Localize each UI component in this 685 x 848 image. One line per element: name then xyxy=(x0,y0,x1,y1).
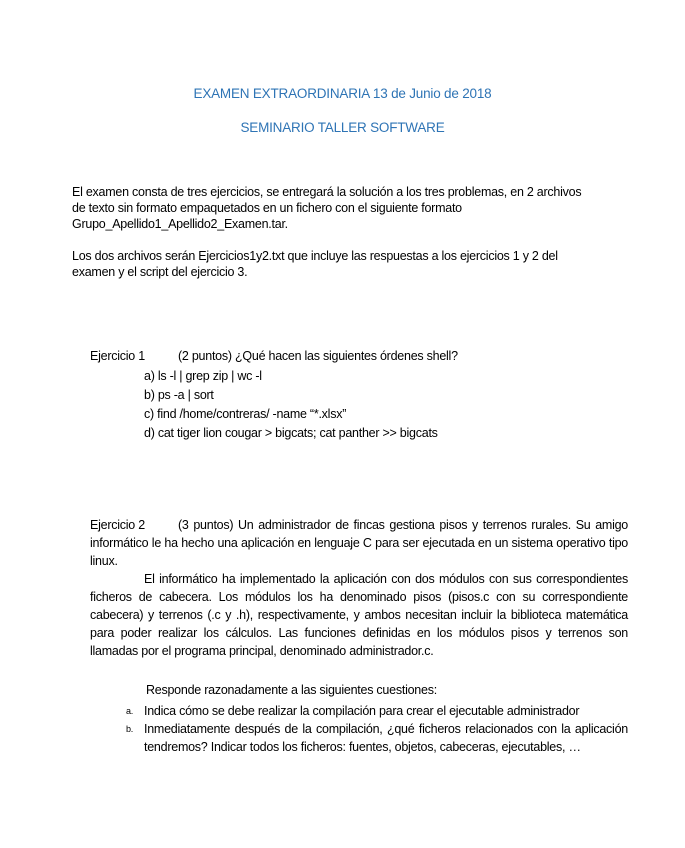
question-marker: b. xyxy=(126,724,134,734)
intro-paragraph xyxy=(72,184,617,232)
question-text: Indica cómo se debe realizar la compilación para crear el ejecutable administrador xyxy=(144,704,580,718)
exercise-2-label: Ejercicio 2 xyxy=(90,518,145,532)
exercise-1-item: d) cat tiger lion cougar > bigcats; cat panther >> bigcats xyxy=(144,426,438,440)
exercise-2-instruction: Responde razonadamente a las siguientes cuestiones: xyxy=(146,683,437,697)
exam-title: EXAMEN EXTRAORDINARIA 13 de Junio de 2018 xyxy=(193,86,492,101)
question-b xyxy=(126,720,628,756)
exercise-1-item: c) find /home/contreras/ -name “*.xlsx” xyxy=(144,407,347,421)
intro-line: de texto sin formato empaquetados en un fichero con el siguiente formato xyxy=(72,201,462,215)
exercise-1-heading xyxy=(90,348,458,364)
intro-line: Grupo_Apellido1_Apellido2_Examen.tar. xyxy=(72,217,288,231)
files-line: examen y el script del ejercicio 3. xyxy=(72,265,248,279)
intro-line: El examen consta de tres ejercicios, se entregará la solución a los tres problemas, en 2 archivos xyxy=(72,185,582,199)
exercise-1-question: (2 puntos) ¿Qué hacen las siguientes órdenes shell? xyxy=(178,349,458,363)
files-line: Los dos archivos serán Ejercicios1y2.txt que incluye las respuestas a los ejercicios 1 y 2 del xyxy=(72,249,558,263)
files-paragraph xyxy=(72,248,617,280)
question-a xyxy=(126,702,628,720)
question-text: Inmediatamente después de la compilación, ¿qué ficheros relacionados con la aplicación tendremos? Indicar todos los ficheros: fuentes, objetos, cabeceras, ejecutables, … xyxy=(144,722,628,754)
question-marker: a. xyxy=(126,706,134,716)
exercise-2-paragraph-2: El informático ha implementado la aplicación con dos módulos con sus correspondientes ficheros de cabecera. Los módulos los ha denominado pisos (pisos.c con su correspondiente cabecera) y terrenos (.c y .h), respectivamente, y ambos necesitan incluir la biblioteca matemática para poder realizar los cálculos. Las funciones definidas en los módulos pisos y terrenos son llamadas por el programa principal, denominado administrador.c. xyxy=(90,572,628,658)
exercise-1-label: Ejercicio 1 xyxy=(90,349,145,363)
exercise-2-paragraph-1 xyxy=(90,516,628,570)
exercise-2-statement: (3 puntos) Un administrador de fincas gestiona pisos y terrenos rurales. Su amigo informático le ha hecho una aplicación en lenguaje C para ser ejecutada en un sistema operativo tipo linux. xyxy=(90,518,628,568)
exercise-2-body xyxy=(90,516,628,660)
course-title: SEMINARIO TALLER SOFTWARE xyxy=(240,120,445,135)
exercise-1-item: a) ls -l | grep zip | wc -l xyxy=(144,369,262,383)
exercise-1-item: b) ps -a | sort xyxy=(144,388,214,402)
exercise-1-list xyxy=(144,367,438,443)
